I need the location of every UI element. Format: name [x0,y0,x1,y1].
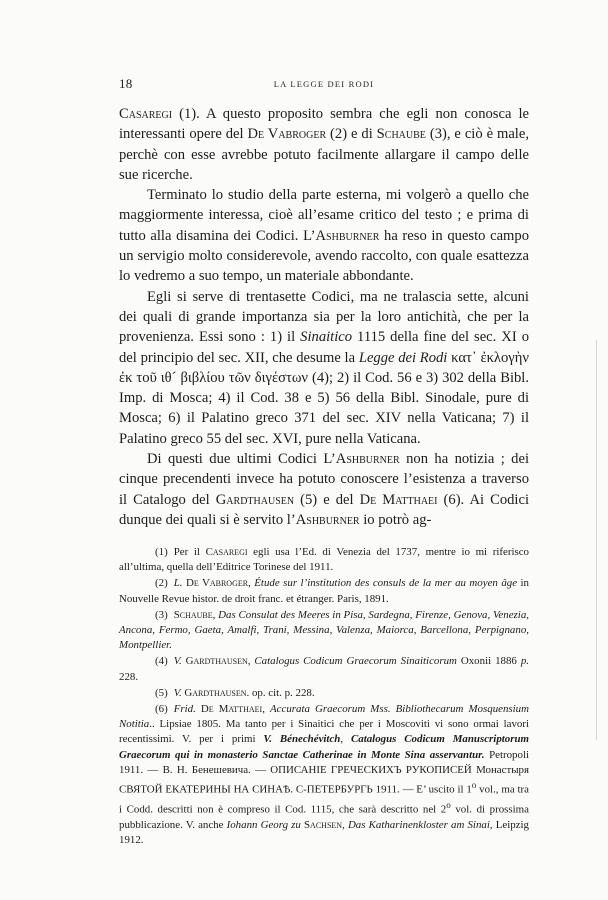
main-text [119,104,529,530]
text-run: egli usa l’Ed. di Venezia del 1737, mentre io mi riferisco all’ultima, quella dell’Editrice Torinese del 1911. [119,546,529,574]
text-run: , Leipzig 1912. [119,818,529,846]
italic-run: p. [520,655,530,668]
work-title: Catalogus Codicum Manuscriptorum Graecorum qui in monasterio Sanctae Catherinae in Monte Sina asservantur. [119,733,530,761]
footnote-6 [119,702,529,848]
text-run: vol., ma tra i Codd. descritti non è compreso il Cod. 1115, che sarà descritto nel 2 [119,783,529,816]
text-run: 228. [119,670,139,683]
author-name: De Matthaei [200,703,263,716]
footnote-3 [119,608,529,654]
text-run: Di questi due ultimi Codici L’ [147,451,336,468]
page-number: 18 [119,76,133,91]
footnote-number: (2) [155,577,168,590]
greek-quote: κατ᾽ ἐκλογὴν ἐκ τοῦ ιθ´ βιβλίου τῶν διγέστων [119,349,529,386]
author-name: V. Bénechévitch [263,733,341,746]
footnote-4 [119,654,529,684]
text-run: (2) e di [326,126,377,143]
text-run: in Nouvelle Revue histor. de droit franc. et étranger. Paris, 1891. [119,577,529,605]
author-name: Schaube [376,126,426,143]
paragraph-2 [119,185,529,286]
work-title: Étude sur l’institution des consuls de la mer au moyen âge [254,577,518,590]
text-run: Per il [173,546,206,558]
footnote-2 [119,576,529,606]
text-run: (5) e del [294,491,360,508]
text-run: (1). A questo proposito sembra che egli non conosca le interessanti opere del [119,106,529,143]
work-title: Das Katharinenkloster am Sinai [347,818,490,831]
text-run: , [248,577,255,590]
text-run: , [342,818,348,831]
work-title: Accurata Graecorum Mss. Bibliothecarum Mosquensium Notitia [119,703,529,731]
author-name: Gardthausen [184,686,247,699]
footnote-number: (5) [155,686,168,699]
footnotes [119,545,529,848]
paragraph-1 [119,104,529,185]
italic-run: L. [173,577,186,590]
author-name: De Vabroger [247,126,327,143]
italic-run: V. [173,686,185,699]
text-run: 1115 della fine del sec. XI o del principio del sec. XII, che desume la [119,329,530,366]
superscript: o [446,799,451,810]
work-title: Das Consulat des Meeres in Pisa, Sardegna, Firenze, Genova, Venezia, Ancona, Fermo, Gaeta, Amalfi, Trani, Messina, Valenza, Maiorca, Barcellona, Perpignano, Montpellier. [119,608,529,652]
footnote-1 [119,545,529,575]
text-run: , [212,608,219,621]
italic-run: Legge dei Rodi [358,349,448,366]
italic-run: Sinaitico [300,329,353,346]
author-name: Sachsen [304,818,343,831]
text-run: .. Lipsiae 1805. Ma tanto per i Sinaitici che per i Moscoviti vi sono ormai lavori recentissimi. V. per i primi [119,718,529,746]
paragraph-4 [119,449,529,530]
text-run: , [340,733,351,746]
text-run: (3), e ciò è male, perchè con esse avrebbe potuto facilmente allargare il campo delle sue ricerche. [119,126,529,183]
author-name: De Matthaei [359,491,438,508]
footnote-number: (6) [155,703,168,716]
author-name: Gardthausen [185,655,248,668]
work-title: Catalogus Codicum Graecorum Sinaiticorum [254,655,457,668]
italic-run: V. [173,655,186,668]
author-name: Ashburner [335,451,400,468]
author-name: Casaregi [205,546,248,558]
author-name: Schaube [173,608,213,621]
author-name: Gardthausen [215,491,295,508]
text-run: . op. cit. p. 228. [246,686,315,699]
italic-run: Frid. [173,703,196,716]
text-run: ha reso in questo campo un servigio molto considerevole, avendo raccolto, con quale esattezza lo vedremo a suo tempo, un materiale abbondante. [119,227,529,285]
text-run: (6). Ai Codici dunque dei quali si è servito l’ [119,491,530,528]
footnote-number: (3) [155,608,168,621]
text-run: non ha notizia ; dei cinque precendenti invece ha potuto conoscere l’esistenza a traverso il Catalogo del [119,451,529,508]
footnote-number: (4) [155,655,168,668]
text-run: (4); 2) il Cod. 56 e 3) 302 della Bibl. Imp. di Mosca; 4) il Cod. 38 e 5) 56 della Bibl. Sinodale, pure di Mosca; 6) il Palatino greco 371 del sec. XIV nella Vaticana; 7) il Palatino greco 55 del sec. XVI, pure nella Vaticana. [119,369,529,447]
text-run: Petropoli 1911. — В. Н. Бенешевича. — ОПИСАНІЕ ГРЕЧЕСКИХЪ РУКОПИСЕЙ Монастыря СВЯТОЙ ЕКАТЕРИНЫ НА СИНАѢ. С-ПЕТЕРБУРГЬ 1911. — E’ uscito il 1 [119,748,530,796]
author-name: Ashburner [295,511,360,528]
running-title: LA LEGGE DEI RODI [273,79,375,89]
paragraph-3 [119,287,529,449]
page-edge-shadow [596,340,597,740]
author-name: Casaregi [119,106,173,122]
text-run: io potrò ag- [359,511,432,528]
text-run: vol. di prossima pubblicazione. V. anche [119,803,529,831]
author-name: De Vabroger [185,577,249,590]
text-run: , [247,655,255,668]
author-name: Ashburner [315,227,380,244]
italic-run: Iohann Georg zu [226,818,304,831]
text-run: Oxonii 1886 [456,655,521,668]
text-run: Egli si serve di trentasette Codici, ma ne tralascia sette, alcuni dei quali di grande importanza sia per la loro antichità, che per la provenienza. Essi sono : 1) il [119,288,529,346]
text-run: , [262,703,270,716]
text-run: Terminato lo studio della parte esterna, mi volgerò a quello che maggiormente interessa, cioè all’esame critico del testo ; e prima di tutto alla disamina dei Codici. L’ [119,187,529,244]
footnote-number: (1) [155,546,168,558]
superscript: o [471,780,477,791]
footnote-5 [119,686,529,701]
